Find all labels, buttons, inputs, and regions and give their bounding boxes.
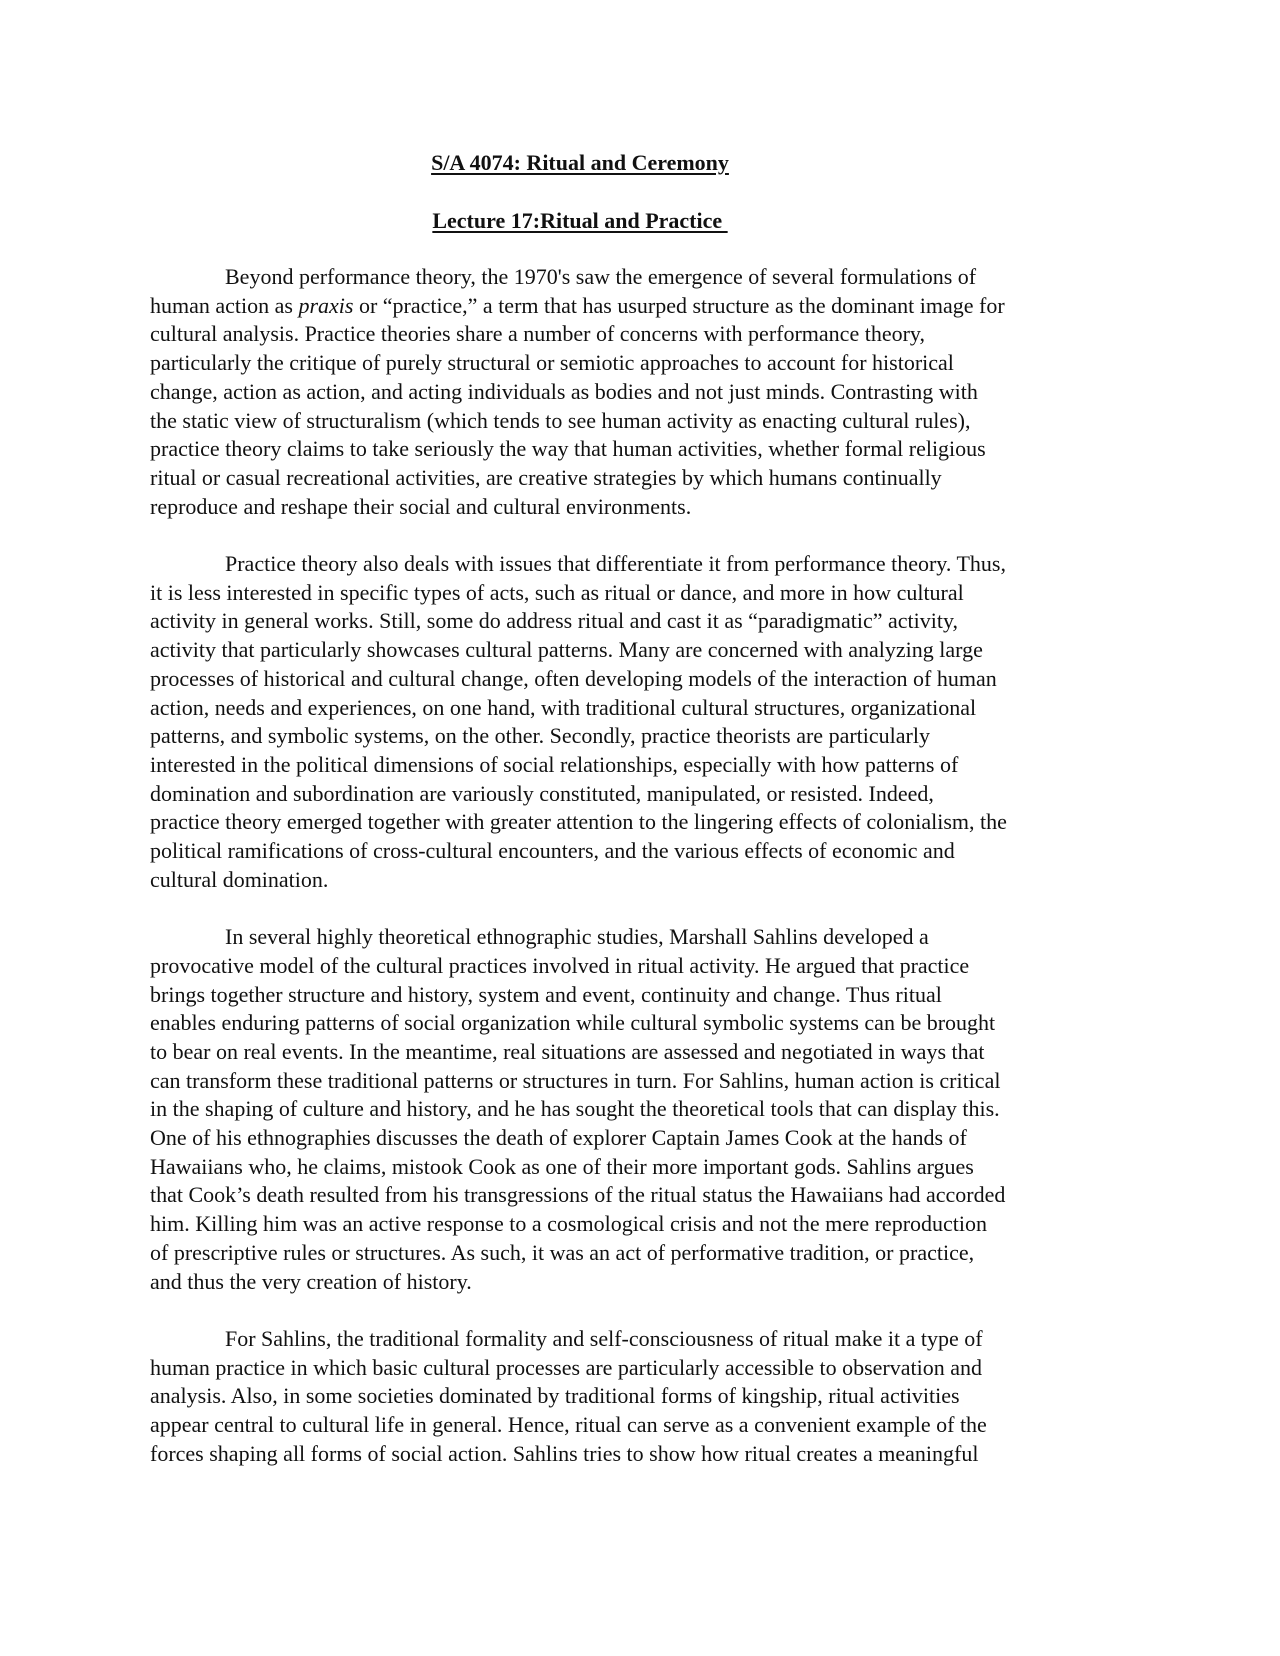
text-segment: human action as	[150, 292, 299, 318]
text-line: For Sahlins, the traditional formality and self-consciousness of ritual make it a type of	[225, 1325, 983, 1351]
text-line: Hawaiians who, he claims, mistook Cook as one of their more important gods. Sahlins argues	[150, 1153, 974, 1179]
text-line: enables enduring patterns of social organization while cultural symbolic systems can be brought	[150, 1010, 996, 1036]
text-line: provocative model of the cultural practices involved in ritual activity. He argued that practice	[150, 952, 970, 978]
text-line: particularly the critique of purely structural or semiotic approaches to account for historical	[150, 350, 954, 376]
text-line: to bear on real events. In the meantime, real situations are assessed and negotiated in ways that	[150, 1038, 985, 1064]
lecture-title: Lecture 17:Ritual and Practice	[432, 208, 728, 233]
text-line: appear central to cultural life in general. Hence, ritual can serve as a convenient example of the	[150, 1412, 987, 1438]
text-line: interested in the political dimensions of social relationships, especially with how patterns of	[150, 751, 959, 777]
italic-term: praxis	[298, 292, 354, 318]
text-line: change, action as action, and acting individuals as bodies and not just minds. Contrasting with	[150, 378, 978, 404]
text-line	[150, 292, 1125, 321]
text-line: him. Killing him was an active response to a cosmological crisis and not the mere reproduction	[150, 1211, 988, 1237]
paragraph	[150, 263, 1125, 521]
text-line: brings together structure and history, system and event, continuity and change. Thus ritual	[150, 981, 942, 1007]
text-line: political ramifications of cross-cultural encounters, and the various effects of economic and	[150, 838, 955, 864]
text-line: reproduce and reshape their social and cultural environments.	[150, 493, 692, 519]
text-line: domination and subordination are variously constituted, manipulated, or resisted. Indeed,	[150, 780, 934, 806]
text-segment: or “practice,” a term that has usurped structure as the dominant image for	[353, 292, 1005, 318]
text-line: forces shaping all forms of social action. Sahlins tries to show how ritual creates a meaningful	[150, 1440, 979, 1466]
text-line: that Cook’s death resulted from his transgressions of the ritual status the Hawaiians had accorded	[150, 1182, 1006, 1208]
text-line: In several highly theoretical ethnographic studies, Marshall Sahlins developed a	[225, 924, 929, 950]
text-line: and thus the very creation of history.	[150, 1268, 472, 1294]
paragraph	[150, 923, 1125, 1296]
text-line: of prescriptive rules or structures. As such, it was an act of performative tradition, or practice,	[150, 1239, 975, 1265]
course-title: S/A 4074: Ritual and Ceremony	[431, 150, 729, 175]
text-line: Practice theory also deals with issues that differentiate it from performance theory. Thus,	[225, 551, 1006, 577]
text-line: ritual or casual recreational activities, are creative strategies by which humans continually	[150, 464, 942, 490]
text-line: processes of historical and cultural change, often developing models of the interaction of human	[150, 665, 997, 691]
text-line: in the shaping of culture and history, and he has sought the theoretical tools that can display this.	[150, 1096, 1000, 1122]
paragraph	[150, 550, 1125, 894]
text-line: cultural analysis. Practice theories share a number of concerns with performance theory,	[150, 321, 925, 347]
text-line: analysis. Also, in some societies dominated by traditional forms of kingship, ritual activities	[150, 1383, 960, 1409]
text-line: activity in general works. Still, some do address ritual and cast it as “paradigmatic” activity,	[150, 608, 959, 634]
text-line: human practice in which basic cultural processes are particularly accessible to observation and	[150, 1354, 983, 1380]
text-line: action, needs and experiences, on one hand, with traditional cultural structures, organizational	[150, 694, 977, 720]
text-line: Beyond performance theory, the 1970's saw the emergence of several formulations of	[225, 264, 977, 289]
text-line: it is less interested in specific types of acts, such as ritual or dance, and more in how cultural	[150, 579, 964, 605]
text-line: activity that particularly showcases cultural patterns. Many are concerned with analyzing large	[150, 637, 983, 663]
text-line: practice theory claims to take seriously the way that human activities, whether formal religious	[150, 436, 986, 462]
text-line: can transform these traditional patterns or structures in turn. For Sahlins, human action is critical	[150, 1067, 1001, 1093]
text-line: patterns, and symbolic systems, on the other. Secondly, practice theorists are particularly	[150, 723, 930, 749]
body-text	[150, 263, 1125, 1497]
text-line: cultural domination.	[150, 866, 329, 892]
text-line: One of his ethnographies discusses the death of explorer Captain James Cook at the hands of	[150, 1125, 967, 1151]
paragraph	[150, 1325, 1125, 1469]
text-line: practice theory emerged together with greater attention to the lingering effects of colonialism, the	[150, 809, 1007, 835]
text-line: the static view of structuralism (which tends to see human activity as enacting cultural rules),	[150, 407, 971, 433]
